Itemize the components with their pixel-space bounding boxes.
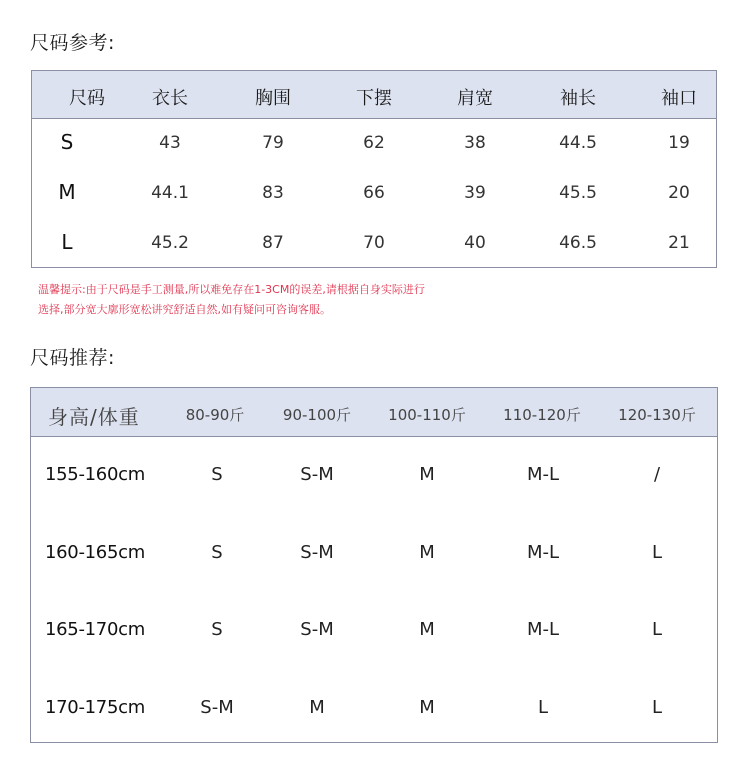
header-size: 尺码 [69, 88, 105, 109]
size-cell: M [309, 697, 325, 718]
height-range-label: 160-165cm [45, 542, 145, 563]
size-reference-table [31, 70, 717, 268]
size-cell: M [419, 542, 435, 563]
value-cell: 70 [363, 233, 385, 253]
size-cell: S-M [300, 464, 334, 485]
table-row [31, 464, 717, 504]
size-cell: S-M [300, 542, 334, 563]
header-weight-range: 90-100斤 [282, 406, 352, 424]
value-cell: 43 [159, 133, 181, 153]
size-cell: M [419, 697, 435, 718]
size-reference-header-row [32, 71, 716, 119]
value-cell: 20 [668, 183, 690, 203]
table-row [31, 542, 717, 582]
header-cuff: 袖口 [661, 88, 697, 109]
value-cell: 46.5 [559, 233, 597, 253]
value-cell: 83 [262, 183, 284, 203]
table-row [31, 619, 717, 659]
header-length: 衣长 [152, 88, 188, 109]
value-cell: 87 [262, 233, 284, 253]
size-cell: M [419, 619, 435, 640]
height-range-label: 170-175cm [45, 697, 145, 718]
size-cell: L [651, 542, 663, 563]
value-cell: 21 [668, 233, 690, 253]
height-range-label: 155-160cm [45, 464, 145, 485]
header-weight-range: 100-110斤 [388, 406, 466, 424]
size-reference-heading: 尺码参考: [30, 32, 115, 54]
size-cell: S-M [300, 619, 334, 640]
table-row [31, 697, 717, 737]
size-cell: M-L [526, 542, 560, 563]
header-weight-range: 120-130斤 [618, 406, 696, 424]
size-cell: S [211, 619, 223, 640]
size-recommendation-heading: 尺码推荐: [30, 347, 115, 369]
size-label: M [58, 180, 76, 204]
value-cell: 44.1 [151, 183, 189, 203]
size-cell: L [651, 619, 663, 640]
value-cell: 40 [464, 233, 486, 253]
header-weight-range: 110-120斤 [503, 406, 581, 424]
height-range-label: 165-170cm [45, 619, 145, 640]
size-recommendation-table [30, 387, 718, 743]
size-cell: M-L [526, 464, 560, 485]
value-cell: 79 [262, 133, 284, 153]
header-shoulder: 肩宽 [457, 88, 493, 109]
value-cell: 44.5 [559, 133, 597, 153]
size-cell: S [211, 542, 223, 563]
size-label: S [60, 130, 74, 154]
table-row [32, 230, 716, 280]
header-chest: 胸围 [255, 88, 291, 109]
measurement-note-line-2: 选择,部分宽大廓形宽松讲究舒适自然,如有疑问可咨询客服。 [38, 303, 331, 316]
value-cell: 45.5 [559, 183, 597, 203]
table-row [32, 130, 716, 180]
value-cell: 19 [668, 133, 690, 153]
value-cell: 38 [464, 133, 486, 153]
size-cell: / [653, 464, 661, 485]
value-cell: 45.2 [151, 233, 189, 253]
size-cell: L [651, 697, 663, 718]
header-sleeve-length: 袖长 [560, 88, 596, 109]
size-recommendation-header-row [31, 388, 717, 437]
size-cell: L [537, 697, 549, 718]
header-weight-range: 80-90斤 [185, 406, 245, 424]
value-cell: 66 [363, 183, 385, 203]
header-height-weight: 身高/体重 [48, 405, 140, 429]
size-cell: S-M [200, 697, 234, 718]
value-cell: 39 [464, 183, 486, 203]
size-label: L [61, 230, 73, 254]
measurement-note-line-1: 温馨提示:由于尺码是手工测量,所以难免存在1-3CM的误差,请根据自身实际进行 [38, 283, 425, 296]
size-cell: S [211, 464, 223, 485]
size-cell: M-L [526, 619, 560, 640]
value-cell: 62 [363, 133, 385, 153]
header-hem: 下摆 [356, 88, 392, 109]
table-row [32, 180, 716, 230]
size-cell: M [419, 464, 435, 485]
